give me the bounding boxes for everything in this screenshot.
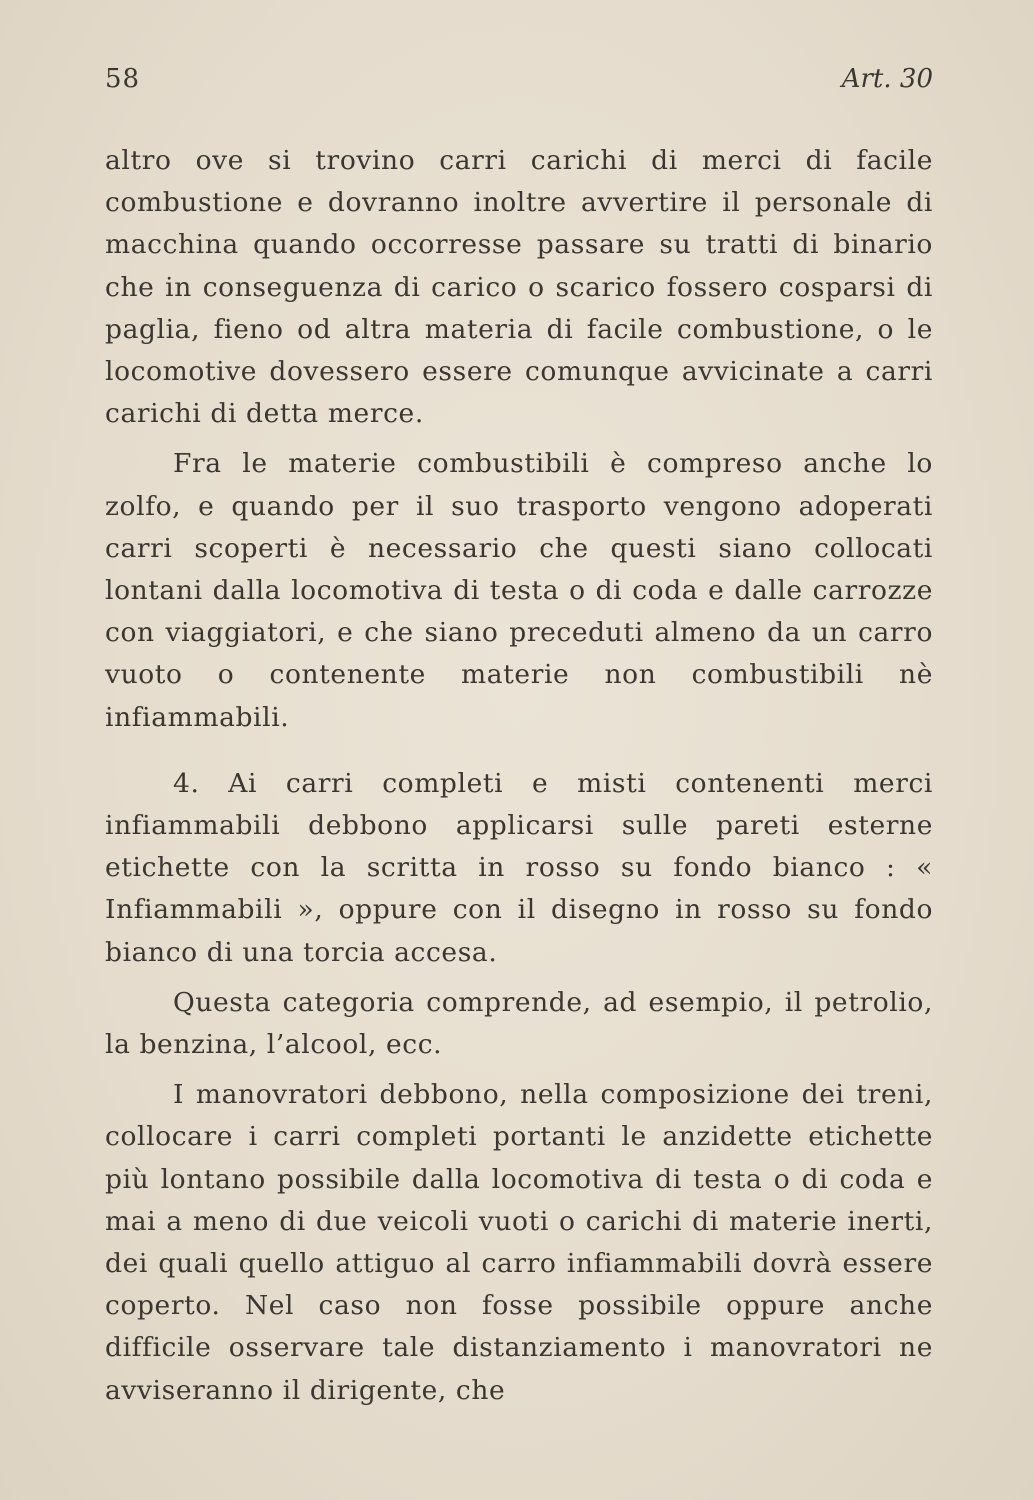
- paragraph-category: Questa categoria comprende, ad esempio, il petrolio, la benzina, l’alcool, ecc.: [105, 986, 933, 1061]
- paragraph-continued: altro ove si trovino carri carichi di merci di facile combustione e dovranno inoltre avvertire il personale di macchina quando occorresse passare su tratti di binario che in conseguenza di carico o scarico fossero cosparsi di paglia, fieno od altra materia di facile combustione, o le locomotive dovessero essere comunque avvicinate a carri carichi di detta merce.: [105, 145, 933, 430]
- body-text: [105, 140, 933, 1412]
- paragraph-shunters: I manovratori debbono, nella composizione dei treni, collocare i carri completi portanti le anzidette etichette più lontano possibile dalla locomotiva di testa o di coda e mai a meno di due veicoli vuoti o carichi di materie inerti, dei quali quello attiguo al carro infiammabili dovrà essere coperto. Nel caso non fosse possibile oppure anche difficile osservare tale distanziamento i manovratori ne avviseranno il dirigente, che: [105, 1079, 933, 1406]
- page-header: [105, 64, 933, 104]
- page-number: 58: [105, 64, 141, 94]
- paragraph-section-4: 4. Ai carri completi e misti contenenti merci infiammabili debbono applicarsi sulle pareti esterne etichette con la scritta in rosso su fondo bianco : « Infiammabili », oppure con il disegno in rosso su fondo bianco di una torcia accesa.: [105, 767, 933, 968]
- paragraph-sulfur: Fra le materie combustibili è compreso anche lo zolfo, e quando per il suo trasporto vengono adoperati carri scoperti è necessario che questi siano collocati lontani dalla locomotiva di testa o di coda e dalle carrozze con viaggiatori, e che siano preceduti almeno da un carro vuoto o contenente materie non combustibili nè infiammabili.: [105, 448, 933, 733]
- running-head: Art. 30: [841, 64, 933, 94]
